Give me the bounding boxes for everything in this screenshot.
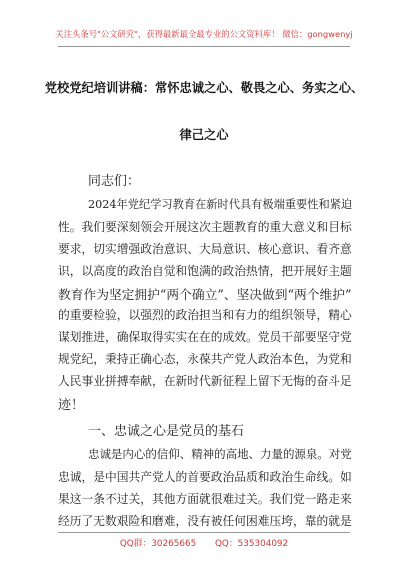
body-line: 识，以高度的政治自觉和饱满的政治热情，把开展好主题 <box>58 264 352 278</box>
footer-qq: QQ：535304092 <box>215 539 289 549</box>
body-line: 规党纪，秉持正确心态，永葆共产党人政治本色，为党和 <box>58 352 352 366</box>
body-line: 性。我们要深刻领会开展这次主题教育的重大意义和目标 <box>58 220 352 234</box>
body-line: 教育作为坚定拥护“两个确立”、坚决做到“两个维护” <box>58 288 352 303</box>
document-title-line-2: 律己之心 <box>179 127 229 142</box>
section-heading: 一、忠诚之心是党员的基石 <box>88 424 245 439</box>
body-line: 谋划推进，确保取得实实在在的成效。党员干部要坚守党 <box>58 330 352 344</box>
body-line: 人民事业拼搏奉献，在新时代新征程上留下无悔的奋斗足 <box>58 374 352 388</box>
salutation: 同志们： <box>88 174 141 189</box>
body-line: 要求，切实增强政治意识、大局意识、核心意识、看齐意 <box>58 242 352 256</box>
body-line: 果这一条不过关，其他方面就很难过关。我们党一路走来 <box>58 492 352 506</box>
body-line: 迹！ <box>58 398 85 413</box>
body-line: 经历了无数艰险和磨难，没有被任何困难压垮，靠的就是 <box>58 514 352 528</box>
footer <box>0 536 408 549</box>
body-line: 2024年党纪学习教育在新时代具有极端重要性和紧迫 <box>88 198 353 211</box>
footer-divider <box>58 532 350 533</box>
body-line: 忠诚，是中国共产党人的首要政治品质和政治生命线。如 <box>58 470 352 484</box>
body-line: 的重要检验，以强烈的政治担当和有力的组织领导，精心 <box>58 308 352 322</box>
document-title-line-1: 党校党纪培训讲稿：常怀忠诚之心、敬畏之心、务实之心、 <box>44 80 364 95</box>
header-banner: 关注头条号"公文研究"，获得最新最全最专业的公文资料库！ 微信：gongwenyj <box>55 29 353 39</box>
header-divider <box>58 46 350 47</box>
body-line: 忠诚是内心的信仰、精神的高地、力量的源泉。对党 <box>88 447 352 461</box>
footer-qq-group: QQ群：30265665 <box>119 539 197 549</box>
